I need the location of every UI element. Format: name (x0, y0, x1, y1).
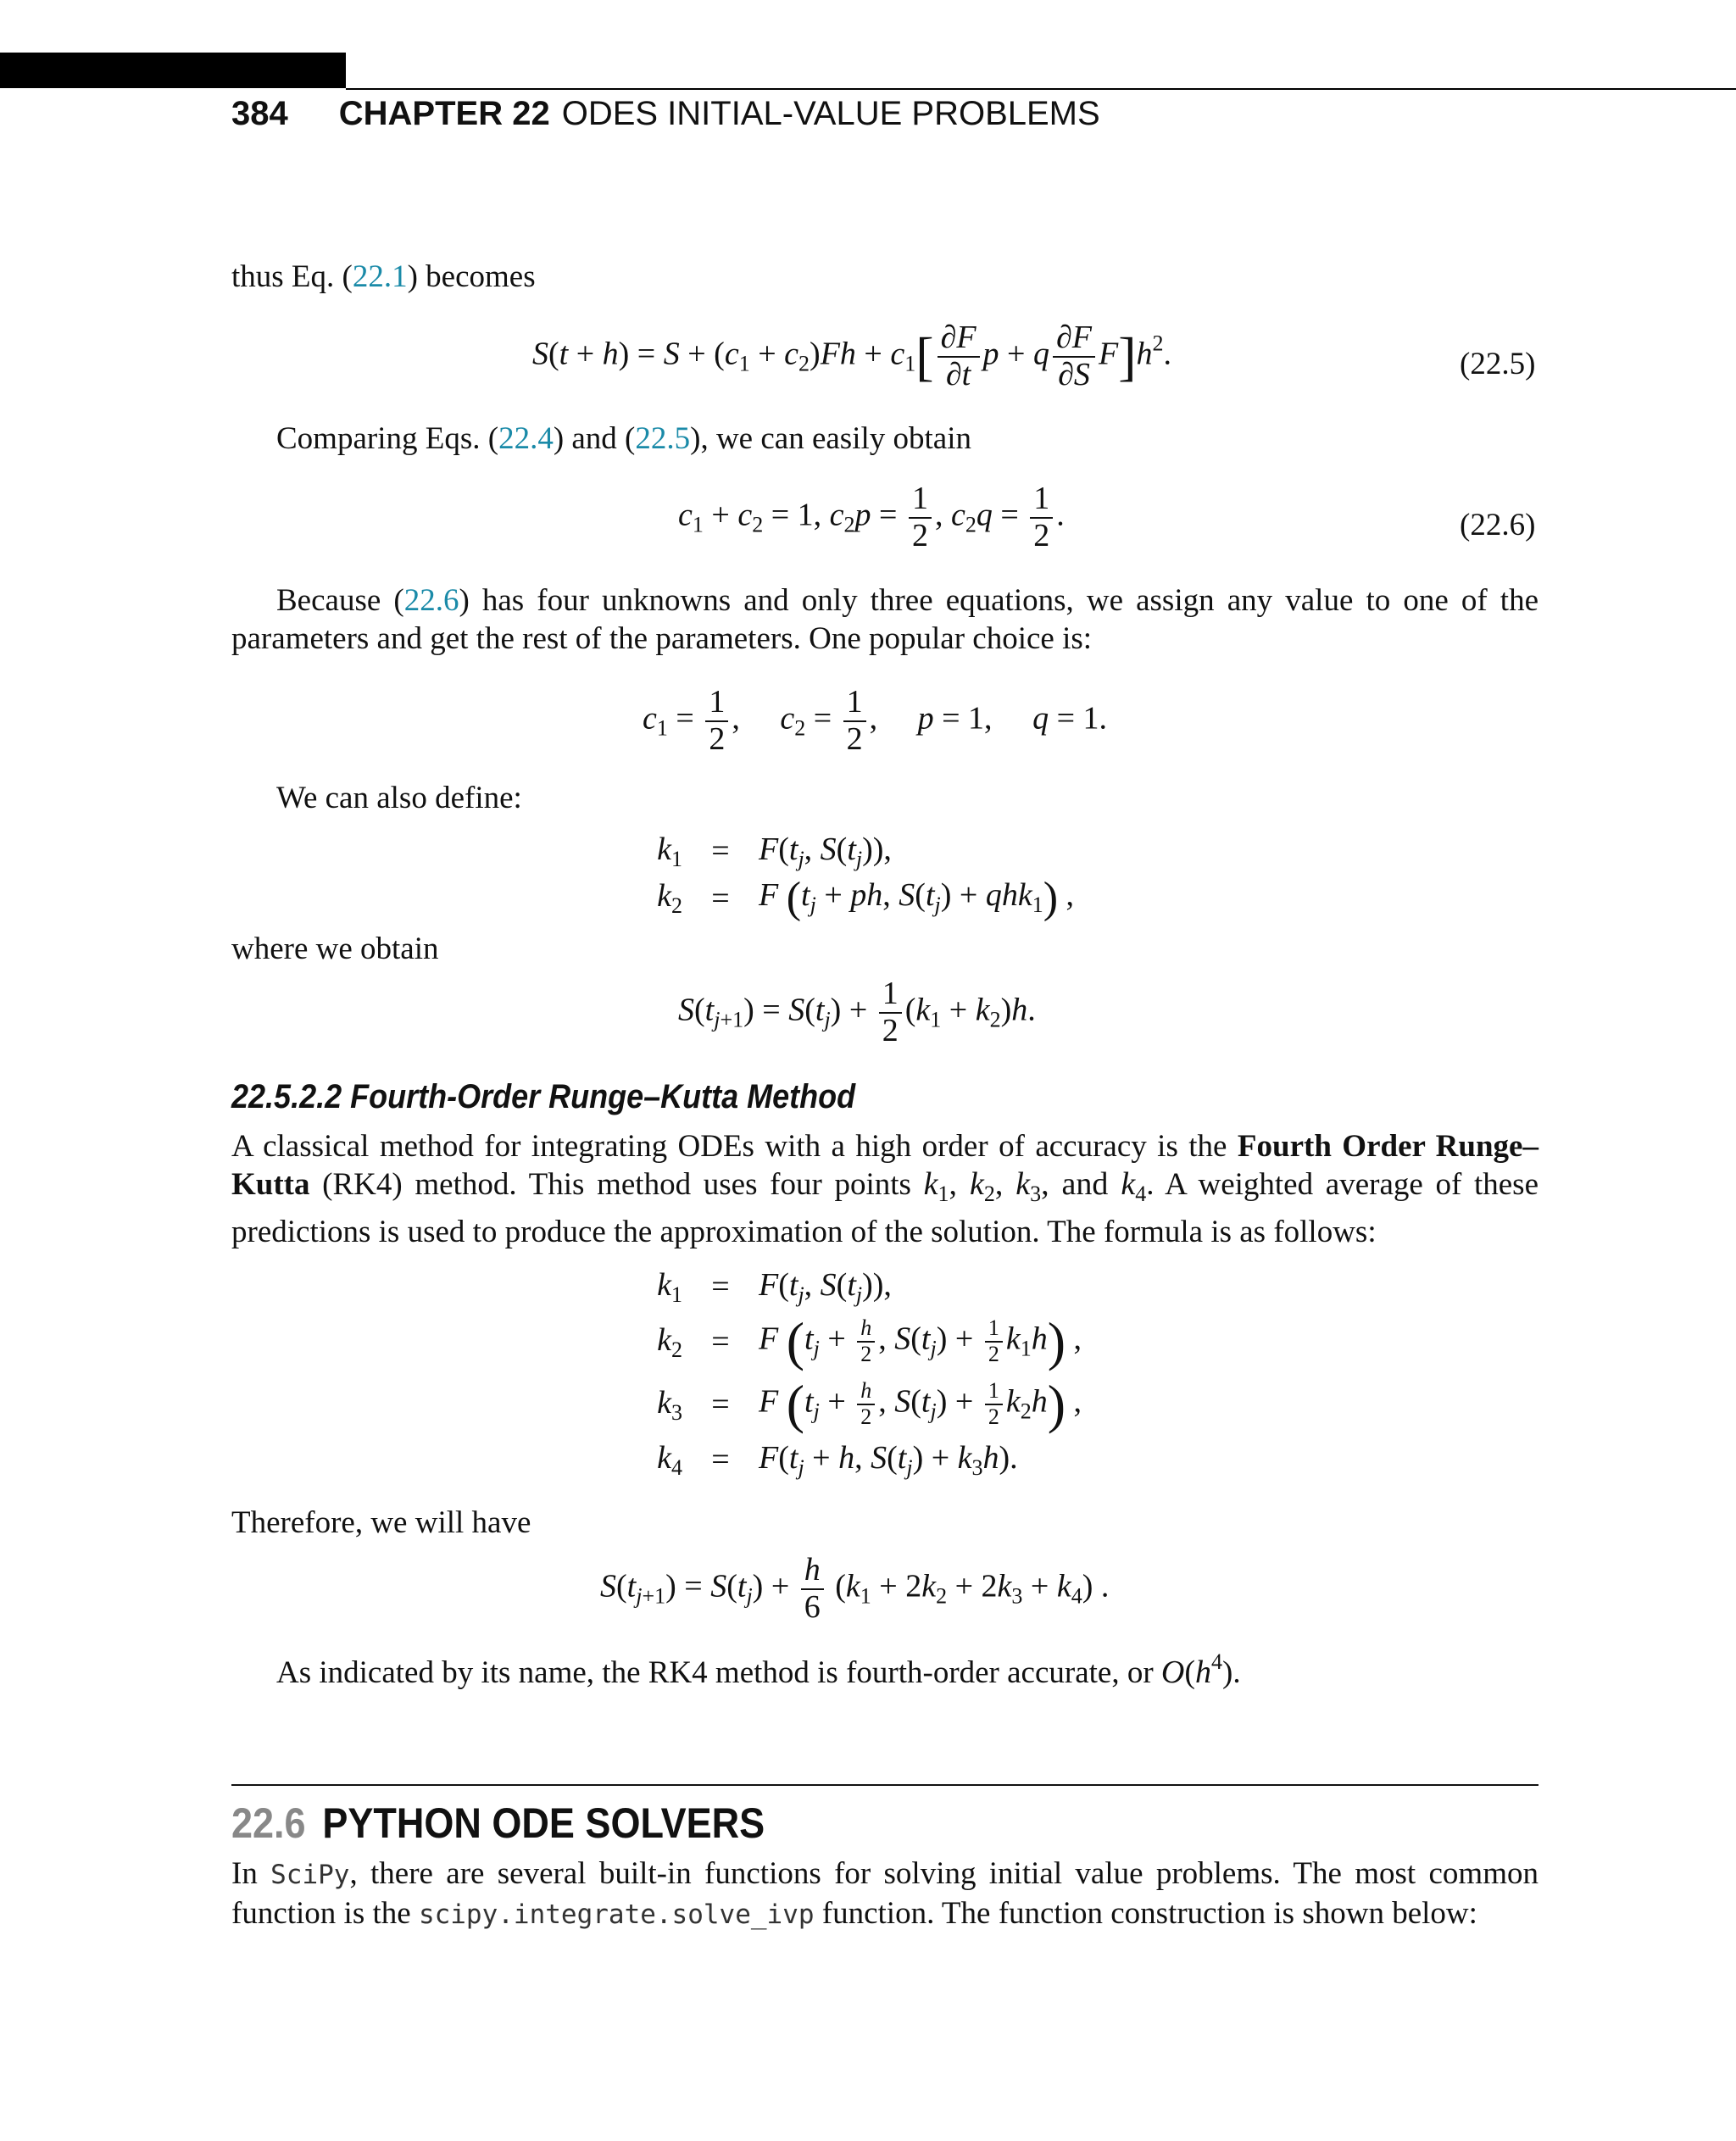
equation-link[interactable]: 22.6 (403, 583, 459, 618)
text: (RK4) method. This method uses four points (309, 1167, 924, 1202)
equation-rk2-stages: $k_1$ = $F(t_j$, $S(t_j)$), $k_2$ = F ($t_j$ + ph, $S(t_j) + qhk_1$) , (657, 831, 1075, 922)
equation-number: (22.5) (1460, 347, 1536, 381)
section-rule (231, 1784, 1538, 1786)
equation-rk4-update: $S(t_{j+1}) = S(t_j)$ + $\frac{h}{6}$ $(k_1 + 2k_2 + 2k_3 + k_4)$ . (600, 1552, 1110, 1625)
section-number: 22.6 (231, 1799, 306, 1847)
equation-number: (22.6) (1460, 508, 1536, 542)
text: Comparing Eqs. ( (276, 421, 499, 456)
paragraph-order: As indicated by its name, the RK4 method is fourth-order accurate, or $O(h^4)$. (276, 1649, 1241, 1690)
page-number: 384 (231, 95, 288, 132)
paragraph-because (231, 581, 1538, 658)
text: A classical method for integrating ODEs with a high order of accuracy is the (231, 1129, 1238, 1164)
text: In (231, 1856, 271, 1891)
paragraph-thus (231, 259, 536, 296)
text: As indicated by its name, the RK4 method is fourth-order accurate, or (276, 1655, 1161, 1690)
paragraph-comparing (276, 420, 971, 458)
text: ) becomes (407, 259, 536, 294)
chapter-label: CHAPTER 22 (338, 95, 550, 132)
paragraph-define: We can also define: (276, 781, 522, 815)
equation-link[interactable]: 22.4 (498, 421, 554, 456)
equation-link[interactable]: 22.5 (635, 421, 691, 456)
text: thus Eq. ( (231, 259, 353, 294)
code-scipy: SciPy (270, 1860, 350, 1890)
equation-parameter-choice: $c_1$ = $\frac{1}{2}$ , $c_2$ = $\frac{1}{2}$ , p = 1, q = 1. (643, 684, 1107, 757)
text: function. The function construction is shown below: (814, 1896, 1477, 1931)
equation-link[interactable]: 22.1 (352, 259, 408, 294)
paragraph-scipy (231, 1855, 1538, 1934)
paragraph-where: where we obtain (231, 931, 439, 966)
equation-22-6: $c_1 + c_2 = 1$, $c_2p$ = $\frac{1}{2}$ , $c_2q$ = $\frac{1}{2}$ . (678, 481, 1065, 553)
subsection-heading: 22.5.2.2 Fourth-Order Runge–Kutta Method (231, 1078, 856, 1115)
equation-22-5: $S(t + h) = S + (c_1 + c_2)Fh + c_1$[ $\frac{\partial F}{\partial t}$ p + q $\frac{\partial F}{\partial S}$ $F]h^2$. (532, 320, 1171, 392)
text: Because ( (276, 583, 404, 618)
running-header (231, 95, 1100, 133)
text: , there are several built-in functions for solving initial value problems. The most common function is the (231, 1856, 1538, 1931)
chapter-title: ODES INITIAL-VALUE PROBLEMS (561, 95, 1100, 132)
bold-term: Fourth Order Runge–Kutta (231, 1129, 1538, 1202)
code-solve-ivp: scipy.integrate.solve_ivp (418, 1899, 815, 1930)
equation-rk2-update: $S(t_{j+1}) = S(t_j)$ + $\frac{1}{2}$ $(k_1 + k_2)h$. (678, 976, 1036, 1048)
header-black-bar (0, 53, 346, 88)
text: ) and ( (553, 421, 636, 456)
text: . A weighted average of these predictions is used to produce the approximation of the solution. The formula is as follows: (231, 1167, 1538, 1249)
section-title: PYTHON ODE SOLVERS (322, 1799, 765, 1847)
equation-rk4-stages: $k_1$ = $F(t_j$, $S(t_j)$), $k_2$ = F ($t_j$ + $\frac{h}{2}$ , $S(t_j)$ + $\frac{1}{2}$ $k_1h$) , $k_3$ = F ($t_j$ + $\frac{h}{2}$ , $S(t_j)$ + $\frac{1}{2}$ $k_2h$) , $k_4$ = $F(t_j + h$, $S(t_j) + k_3h$). (657, 1266, 1082, 1480)
text: ), we can easily obtain (690, 421, 971, 456)
text: ). (1222, 1655, 1241, 1690)
section-heading (231, 1799, 765, 1848)
paragraph-therefore: Therefore, we will have (231, 1505, 531, 1540)
paragraph-rk4-intro: A classical method for integrating ODEs with a high order of accuracy is the Fourth Order Runge–Kutta (RK4) method. This method uses four points $k_1$, $k_2$, $k_3$, and $k_4$. A weighted average of these predictions is used to produce the approximation of the solution. The formula is as follows: (231, 1129, 1538, 1249)
header-rule (346, 88, 1736, 90)
text: ) has four unknowns and only three equations, we assign any value to one of the parameters and get the rest of the parameters. One popular choice is: (231, 583, 1538, 656)
